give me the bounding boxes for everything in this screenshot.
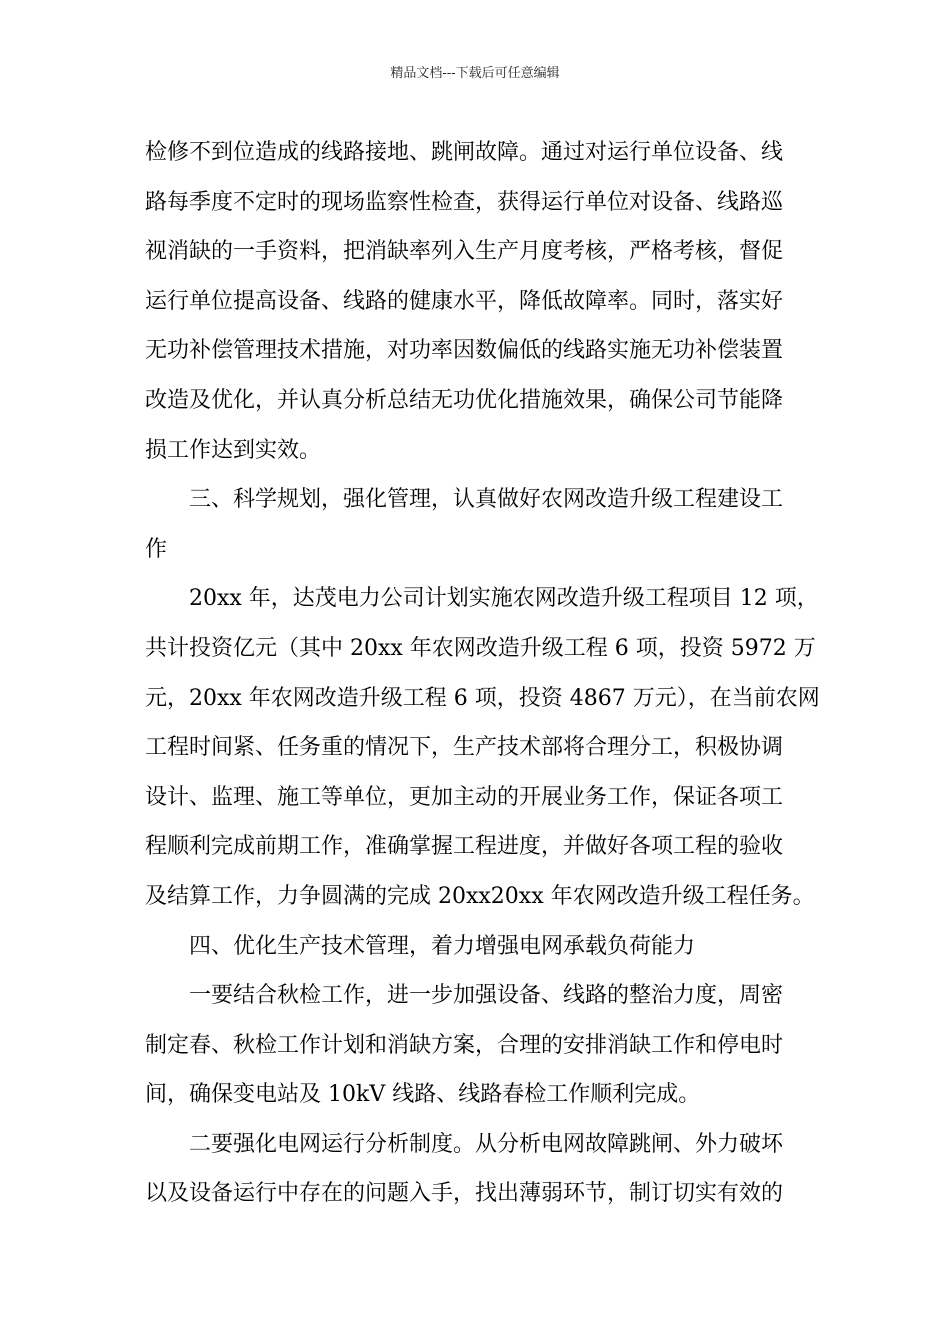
text-line: 路每季度不定时的现场监察性检查，获得运行单位对设备、线路巡 — [145, 189, 784, 215]
text-line: 设计、监理、施工等单位，更加主动的开展业务工作，保证各项工 — [145, 784, 784, 810]
text-line: 损工作达到实效。 — [145, 437, 322, 463]
text-line: 程顺利完成前期工作，准确掌握工程进度，并做好各项工程的验收 — [145, 834, 784, 860]
text-line: 四、优化生产技术管理，着力增强电网承载负荷能力 — [189, 933, 696, 959]
text-line: 改造及优化，并认真分析总结无功优化措施效果，确保公司节能降 — [145, 387, 784, 413]
text-line: 三、科学规划，强化管理，认真做好农网改造升级工程建设工 — [189, 487, 784, 513]
page-header: 精品文档---下载后可任意编辑 — [390, 66, 560, 81]
document-body — [145, 128, 820, 1219]
text-line: 制定春、秋检工作计划和消缺方案，合理的安排消缺工作和停电时 — [145, 1032, 784, 1058]
text-line: 视消缺的一手资料，把消缺率列入生产月度考核，严格考核，督促 — [145, 239, 784, 265]
text-line: 无功补偿管理技术措施，对功率因数偏低的线路实施无功补偿装置 — [145, 338, 784, 364]
text-line: 检修不到位造成的线路接地、跳闸故障。通过对运行单位设备、线 — [145, 140, 784, 165]
text-line: 二要强化电网运行分析制度。从分析电网故障跳闸、外力破坏 — [189, 1131, 784, 1157]
text-line: 一要结合秋检工作，进一步加强设备、线路的整治力度，周密 — [189, 983, 784, 1009]
text-line: 以及设备运行中存在的问题入手，找出薄弱环节，制订切实有效的 — [145, 1181, 784, 1207]
text-line: 间，确保变电站及 10kV 线路、线路春检工作顺利完成。 — [145, 1082, 701, 1108]
text-line: 及结算工作，力争圆满的完成 20xx20xx 年农网改造升级工程任务。 — [145, 883, 815, 909]
text-line: 作 — [145, 536, 168, 562]
text-line: 元，20xx 年农网改造升级工程 6 项，投资 4867 万元），在当前农网 — [145, 685, 820, 711]
text-line: 工程时间紧、任务重的情况下，生产技术部将合理分工，积极协调 — [145, 735, 784, 761]
text-line: 运行单位提高设备、线路的健康水平，降低故障率。同时，落实好 — [145, 288, 784, 314]
text-line: 共计投资亿元（其中 20xx 年农网改造升级工程 6 项，投资 5972 万 — [145, 635, 816, 661]
text-line: 20xx 年，达茂电力公司计划实施农网改造升级工程项目 12 项， — [189, 586, 819, 612]
